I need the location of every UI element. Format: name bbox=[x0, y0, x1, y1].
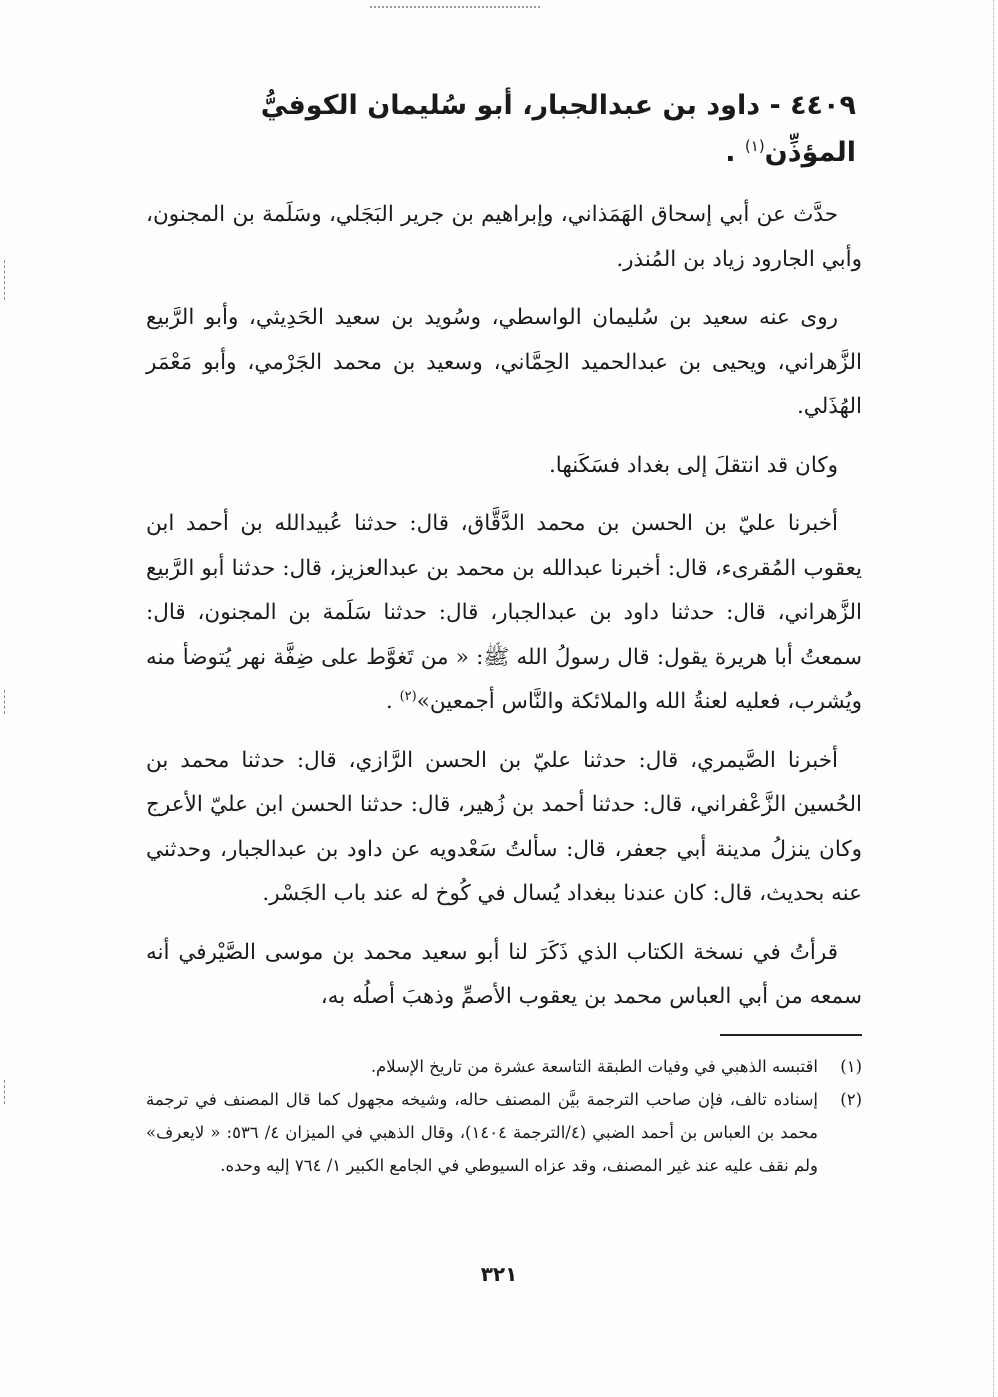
scan-edge-mark-right bbox=[993, 0, 994, 1397]
entry-title-end: . bbox=[725, 137, 745, 168]
footnote-separator bbox=[720, 1034, 862, 1036]
scan-edge-mark bbox=[4, 260, 5, 300]
footnote-text: إسناده تالف، فإن صاحب الترجمة بيَّن المصنف حاله، وشيخه مجهول كما قال المصنف في ترجمة محمد بن العباس بن أحمد الضبي (٤/الترجمة ١٤٠٤)، وقال الذهبي في الميزان ٤/ ٥٣٦: « لايعرف» ولم نقف عليه عند غير المصنف، وقد عزاه السيوطي في الجامع الكبير ١/ ٧٦٤ إليه وحده. bbox=[146, 1089, 818, 1175]
footnote-number: (٢) bbox=[840, 1089, 862, 1109]
hadith-text-end: . bbox=[385, 689, 400, 714]
footnote-item bbox=[146, 1083, 862, 1182]
page-number: ٣٢١ bbox=[480, 1262, 518, 1286]
footnote-ref: (٢) bbox=[399, 688, 417, 704]
footnote-number: (١) bbox=[840, 1056, 862, 1076]
paragraph-reading: قرأتُ في نسخة الكتاب الذي ذَكَرَ لنا أبو سعيد محمد بن موسى الصَّيْرفي أنه سمعه من أبي العباس محمد بن يعقوب الأصمِّ وذهبَ أصلُه به، bbox=[146, 939, 862, 1009]
footnote-item bbox=[146, 1050, 862, 1083]
main-text bbox=[146, 86, 862, 1182]
scan-edge-mark bbox=[4, 1080, 5, 1104]
scan-edge-mark bbox=[4, 690, 5, 714]
paragraph-report: أخبرنا الصَّيمري، قال: حدثنا عليّ بن الحسن الرَّازي، قال: حدثنا محمد بن الحُسين الزَّعْفراني، قال: حدثنا أحمد بن زُهير، قال: حدثنا الحسن ابن عليّ الأعرج وكان ينزلُ مدينة أبي جعفر، قال: سألتُ سَعْدويه عن داود بن عبدالجبار، وحدثني عنه بحديث، قال: كان عندنا ببغداد يُسال في كُوخ له عند باب الجَسْر. bbox=[146, 747, 862, 906]
footnote-text: اقتبسه الذهبي في وفيات الطبقة التاسعة عشرة من تاريخ الإسلام. bbox=[370, 1056, 818, 1076]
top-scan-rule bbox=[370, 6, 540, 8]
paragraph-residence: وكان قد انتقلَ إلى بغداد فسَكَنها. bbox=[548, 452, 838, 478]
hadith-text: أخبرنا عليّ بن الحسن بن محمد الدَّقَّاق، قال: حدثنا عُبيدالله بن أحمد ابن يعقوب المُقرىء، قال: أخبرنا عبدالله بن محمد بن عبدالعزيز، قال: حدثنا أبو الرَّبيع الزَّهراني، قال: حدثنا داود بن عبدالجبار، قال: حدثنا سَلَمة بن المجنون، قال: سمعتُ أبا هريرة يقول: قال رسولُ الله ﷺ: « من تَغوَّط على ضِفَّة نهر يُتوضأ منه ويُشرب، فعليه لعنةُ الله والملائكة والنَّاس أجمعين» bbox=[146, 511, 862, 714]
entry-heading bbox=[146, 86, 862, 173]
paragraph-hadith bbox=[146, 502, 862, 725]
paragraph-narrated-from: حدَّث عن أبي إسحاق الهَمَذاني، وإبراهيم بن جرير البَجَلي، وسَلَمة بن المجنون، وأبي الجارود زياد بن المُنذر. bbox=[146, 202, 862, 272]
entry-title-text: ٤٤٠٩ - داود بن عبدالجبار، أبو سُليمان الكوفيُّ المؤذِّن bbox=[260, 90, 856, 168]
footnote-ref: (١) bbox=[744, 137, 765, 155]
footnotes bbox=[146, 1050, 862, 1182]
paragraph-narrated-by: روى عنه سعيد بن سُليمان الواسطي، وسُويد بن سعيد الحَدِيثي، وأبو الرَّبيع الزَّهراني، ويحيى بن عبدالحميد الحِمَّاني، وسعيد بن محمد الجَرْمي، وأبو مَعْمَر الهُذَلي. bbox=[146, 305, 862, 419]
